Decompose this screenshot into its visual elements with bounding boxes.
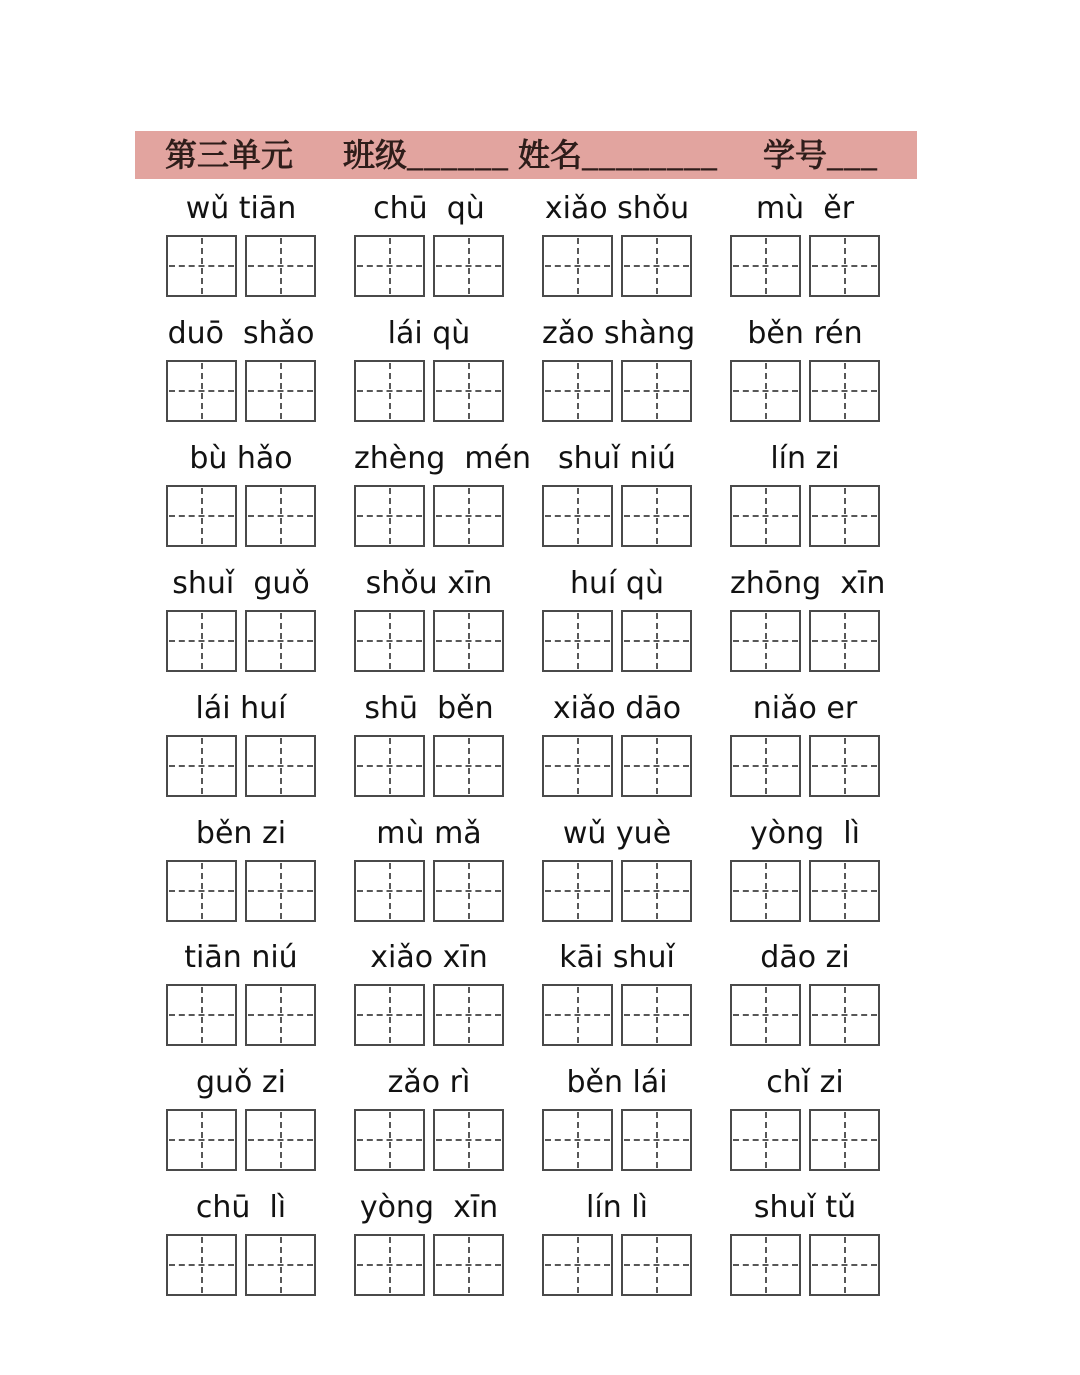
- word-row: [0, 561, 1080, 686]
- pinyin-label: wǔ yuè: [562, 816, 672, 851]
- tianzige-box: [730, 610, 801, 672]
- word-cell: [730, 1060, 880, 1171]
- word-cell: [166, 1185, 316, 1296]
- writing-grid-pair: [730, 984, 880, 1046]
- tianzige-box: [433, 735, 504, 797]
- tianzige-box: [621, 860, 692, 922]
- word-row: [0, 1185, 1080, 1310]
- tianzige-box: [245, 860, 316, 922]
- word-row: [0, 686, 1080, 811]
- tianzige-box: [809, 1109, 880, 1171]
- tianzige-box: [730, 735, 801, 797]
- word-cell: [542, 686, 692, 797]
- word-cell: [542, 311, 696, 422]
- tianzige-box: [166, 735, 237, 797]
- writing-grid-pair: [354, 860, 504, 922]
- writing-grid-pair: [730, 1234, 880, 1296]
- student-id-field: [763, 131, 878, 179]
- pinyin-label: shū běn: [364, 691, 494, 726]
- tianzige-box: [433, 485, 504, 547]
- word-cell: [354, 811, 504, 922]
- word-cell: [730, 436, 880, 547]
- word-row: [0, 186, 1080, 311]
- writing-grid-pair: [166, 235, 316, 297]
- tianzige-box: [433, 1109, 504, 1171]
- pinyin-label: yòng xīn: [359, 1190, 499, 1225]
- tianzige-box: [354, 1234, 425, 1296]
- unit-title: 第三单元: [165, 137, 294, 173]
- tianzige-box: [542, 485, 613, 547]
- pinyin-label: zhèng mén: [354, 441, 532, 476]
- tianzige-box: [245, 735, 316, 797]
- word-cell: [354, 1185, 504, 1296]
- writing-grid-pair: [542, 235, 692, 297]
- pinyin-label: chū lì: [195, 1190, 287, 1225]
- writing-grid-pair: [354, 735, 504, 797]
- writing-grid-pair: [730, 860, 880, 922]
- writing-grid-pair: [354, 610, 504, 672]
- class-blank: ______: [407, 137, 510, 173]
- word-cell: [354, 186, 504, 297]
- word-cell: [730, 561, 886, 672]
- class-field: [343, 131, 509, 179]
- tianzige-box: [433, 1234, 504, 1296]
- pinyin-label: zhōng xīn: [730, 566, 886, 601]
- writing-grid-pair: [542, 735, 692, 797]
- tianzige-box: [354, 984, 425, 1046]
- word-cell: [166, 436, 316, 547]
- tianzige-box: [809, 235, 880, 297]
- tianzige-box: [542, 860, 613, 922]
- pinyin-label: niǎo er: [752, 691, 858, 726]
- pinyin-label: lín zi: [770, 441, 840, 476]
- pinyin-label: lái huí: [195, 691, 287, 726]
- name-blank: ________: [582, 137, 719, 173]
- writing-grid-pair: [166, 1109, 316, 1171]
- pinyin-label: mù ěr: [755, 191, 855, 226]
- word-row: [0, 311, 1080, 436]
- word-cell: [542, 186, 692, 297]
- tianzige-box: [809, 1234, 880, 1296]
- tianzige-box: [809, 735, 880, 797]
- writing-grid-pair: [542, 860, 692, 922]
- word-cell: [166, 561, 316, 672]
- pinyin-label: guǒ zi: [195, 1065, 287, 1100]
- word-cell: [730, 686, 880, 797]
- tianzige-box: [354, 735, 425, 797]
- tianzige-box: [542, 610, 613, 672]
- tianzige-box: [542, 735, 613, 797]
- writing-grid-pair: [166, 984, 316, 1046]
- word-cell: [730, 935, 880, 1046]
- pinyin-label: wǔ tiān: [185, 191, 297, 226]
- word-cell: [730, 311, 880, 422]
- writing-grid-pair: [354, 1109, 504, 1171]
- pinyin-label: kāi shuǐ: [559, 940, 675, 975]
- writing-grid-pair: [166, 610, 316, 672]
- pinyin-label: běn zi: [195, 816, 287, 851]
- pinyin-label: huí qù: [570, 566, 664, 601]
- word-cell: [542, 436, 692, 547]
- word-cell: [354, 1060, 504, 1171]
- word-cell: [166, 686, 316, 797]
- pinyin-label: chū qù: [373, 191, 485, 226]
- tianzige-box: [621, 1109, 692, 1171]
- tianzige-box: [166, 1234, 237, 1296]
- writing-grid-pair: [354, 360, 504, 422]
- tianzige-box: [730, 860, 801, 922]
- tianzige-box: [433, 860, 504, 922]
- pinyin-label: dāo zi: [760, 940, 850, 975]
- pinyin-label: lái qù: [387, 316, 471, 351]
- tianzige-box: [621, 1234, 692, 1296]
- pinyin-label: bù hǎo: [189, 441, 293, 476]
- writing-grid-pair: [542, 1109, 692, 1171]
- tianzige-box: [433, 235, 504, 297]
- writing-grid-pair: [542, 1234, 692, 1296]
- tianzige-box: [245, 984, 316, 1046]
- pinyin-label: chǐ zi: [766, 1065, 844, 1100]
- writing-grid-pair: [166, 360, 316, 422]
- word-cell: [354, 686, 504, 797]
- tianzige-box: [166, 485, 237, 547]
- tianzige-box: [245, 485, 316, 547]
- tianzige-box: [354, 860, 425, 922]
- word-row: [0, 811, 1080, 936]
- tianzige-box: [730, 360, 801, 422]
- tianzige-box: [245, 360, 316, 422]
- word-row: [0, 935, 1080, 1060]
- pinyin-label: shuǐ niú: [558, 441, 676, 476]
- tianzige-box: [621, 735, 692, 797]
- word-cell: [542, 561, 692, 672]
- word-cell: [166, 935, 316, 1046]
- word-cell: [730, 1185, 880, 1296]
- tianzige-box: [621, 984, 692, 1046]
- tianzige-box: [542, 235, 613, 297]
- tianzige-box: [542, 1109, 613, 1171]
- tianzige-box: [245, 1109, 316, 1171]
- pinyin-label: xiǎo dāo: [552, 691, 682, 726]
- tianzige-box: [809, 860, 880, 922]
- pinyin-label: duō shǎo: [167, 316, 315, 351]
- pinyin-label: mù mǎ: [376, 816, 482, 851]
- writing-grid-pair: [354, 235, 504, 297]
- tianzige-box: [245, 610, 316, 672]
- tianzige-box: [354, 485, 425, 547]
- tianzige-box: [354, 360, 425, 422]
- word-row: [0, 1060, 1080, 1185]
- writing-grid-pair: [166, 485, 316, 547]
- pinyin-label: zǎo rì: [387, 1065, 471, 1100]
- word-cell: [354, 935, 504, 1046]
- pinyin-label: tiān niú: [184, 940, 298, 975]
- tianzige-box: [433, 360, 504, 422]
- tianzige-box: [542, 984, 613, 1046]
- writing-grid-pair: [166, 735, 316, 797]
- pinyin-label: xiǎo xīn: [370, 940, 488, 975]
- student-id-blank: ___: [827, 137, 879, 173]
- tianzige-box: [621, 610, 692, 672]
- tianzige-box: [245, 1234, 316, 1296]
- writing-grid-pair: [730, 360, 880, 422]
- pinyin-label: zǎo shàng: [542, 316, 696, 351]
- word-cell: [542, 1185, 692, 1296]
- tianzige-box: [730, 1234, 801, 1296]
- writing-grid-pair: [730, 1109, 880, 1171]
- header-band: [135, 131, 917, 179]
- word-cell: [166, 311, 316, 422]
- word-cell: [730, 811, 880, 922]
- word-row: [0, 436, 1080, 561]
- word-cell: [730, 186, 880, 297]
- tianzige-box: [621, 360, 692, 422]
- word-cell: [542, 1060, 692, 1171]
- student-id-label: 学号: [763, 137, 828, 173]
- tianzige-box: [809, 984, 880, 1046]
- tianzige-box: [621, 235, 692, 297]
- pinyin-label: běn lái: [566, 1065, 668, 1100]
- writing-grid-pair: [354, 1234, 504, 1296]
- pinyin-label: shuǐ tǔ: [753, 1190, 857, 1225]
- writing-grid-pair: [542, 984, 692, 1046]
- writing-grid-pair: [354, 984, 504, 1046]
- class-label: 班级: [343, 137, 408, 173]
- tianzige-box: [542, 360, 613, 422]
- name-label: 姓名: [518, 137, 583, 173]
- tianzige-box: [542, 1234, 613, 1296]
- writing-grid-pair: [166, 860, 316, 922]
- pinyin-label: xiǎo shǒu: [544, 191, 690, 226]
- tianzige-box: [354, 235, 425, 297]
- tianzige-box: [245, 235, 316, 297]
- tianzige-box: [809, 485, 880, 547]
- tianzige-box: [433, 984, 504, 1046]
- word-cell: [354, 561, 504, 672]
- tianzige-box: [166, 984, 237, 1046]
- tianzige-box: [730, 1109, 801, 1171]
- tianzige-box: [354, 610, 425, 672]
- word-cell: [354, 436, 532, 547]
- tianzige-box: [166, 235, 237, 297]
- tianzige-box: [166, 860, 237, 922]
- tianzige-box: [166, 360, 237, 422]
- tianzige-box: [433, 610, 504, 672]
- writing-grid-pair: [354, 485, 504, 547]
- word-cell: [166, 186, 316, 297]
- word-cell: [542, 935, 692, 1046]
- tianzige-box: [809, 610, 880, 672]
- tianzige-box: [621, 485, 692, 547]
- writing-grid-pair: [542, 610, 692, 672]
- pinyin-label: yòng lì: [750, 816, 860, 851]
- tianzige-box: [730, 235, 801, 297]
- tianzige-box: [730, 485, 801, 547]
- tianzige-box: [730, 984, 801, 1046]
- tianzige-box: [166, 610, 237, 672]
- word-cell: [166, 811, 316, 922]
- name-field: [518, 131, 718, 179]
- writing-grid-pair: [730, 735, 880, 797]
- tianzige-box: [809, 360, 880, 422]
- pinyin-label: shǒu xīn: [365, 566, 493, 601]
- pinyin-label: lín lì: [586, 1190, 648, 1225]
- tianzige-box: [354, 1109, 425, 1171]
- writing-grid-pair: [730, 610, 880, 672]
- writing-grid-pair: [166, 1234, 316, 1296]
- word-cell: [166, 1060, 316, 1171]
- writing-grid-pair: [542, 485, 692, 547]
- writing-grid-pair: [542, 360, 692, 422]
- tianzige-box: [166, 1109, 237, 1171]
- writing-grid-pair: [730, 235, 880, 297]
- pinyin-label: shuǐ guǒ: [172, 566, 310, 601]
- writing-grid-pair: [730, 485, 880, 547]
- pinyin-label: běn rén: [747, 316, 863, 351]
- word-cell: [354, 311, 504, 422]
- word-cell: [542, 811, 692, 922]
